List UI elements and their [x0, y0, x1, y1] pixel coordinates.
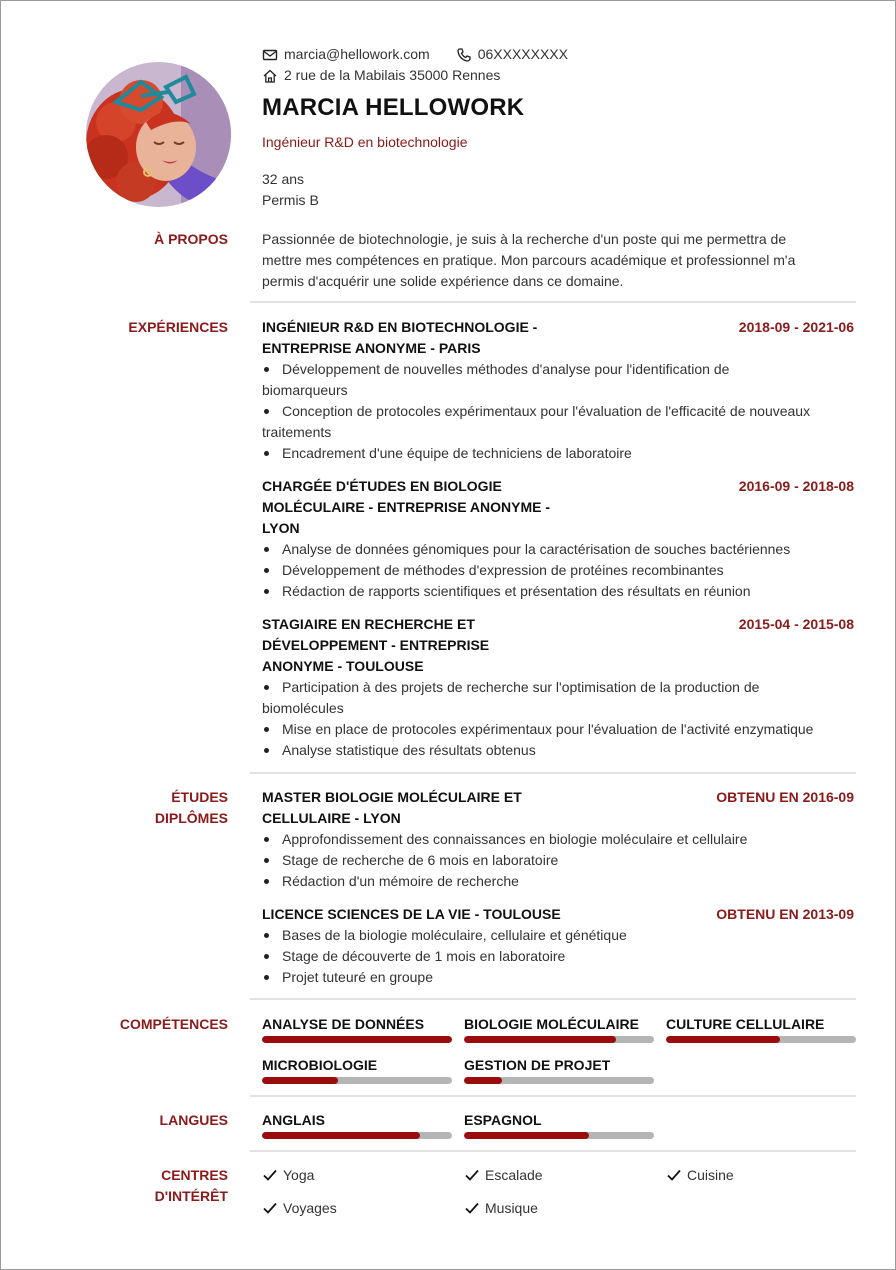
experience-title-line: ANONYME - TOULOUSE [262, 658, 424, 674]
skill-name: MICROBIOLOGIE [262, 1057, 378, 1073]
language-item [464, 1110, 654, 1139]
language-level-bar [464, 1132, 654, 1139]
interest-item [464, 1165, 543, 1185]
section-divider [250, 1095, 856, 1097]
interest-item [262, 1198, 337, 1218]
skill-level-bar [666, 1036, 856, 1043]
experience-date: 2016-09 - 2018-08 [738, 478, 854, 494]
section-label-line: D'INTÉRÊT [154, 1188, 228, 1204]
section-divider [250, 301, 856, 303]
phone-number[interactable]: 06XXXXXXXX [477, 46, 568, 62]
skill-name: ANALYSE DE DONNÉES [262, 1016, 425, 1032]
section-label-experience: EXPÉRIENCES [128, 319, 228, 335]
section-label-education [155, 787, 228, 829]
bullet-item: Développement de nouvelles méthodes d'analyse pour l'identification de biomarqueurs [262, 359, 856, 401]
avatar [86, 62, 231, 207]
bullet-item: Mise en place de protocoles expérimentaux pour l'évaluation de l'activité enzymatique [262, 719, 856, 740]
interest-label: Escalade [485, 1167, 543, 1183]
email-link[interactable]: marcia@hellowork.com [284, 46, 430, 62]
bullet-item: Rédaction de rapports scientifiques et présentation des résultats en réunion [262, 581, 856, 602]
education-date: OBTENU EN 2016-09 [716, 789, 854, 805]
language-level-fill [262, 1132, 420, 1139]
experience-bullets [262, 677, 856, 761]
skill-level-bar [464, 1077, 654, 1084]
bullet-item: Projet tuteuré en groupe [262, 967, 856, 988]
experience-date: 2015-04 - 2015-08 [738, 616, 854, 632]
skill-item [464, 1014, 654, 1043]
about-line: mettre mes compétences en pratique. Mon parcours académique et professionnel m'a [262, 252, 796, 268]
bullet-item: Approfondissement des connaissances en biologie moléculaire et cellulaire [262, 829, 856, 850]
avatar-illustration [86, 62, 231, 207]
language-item [262, 1110, 452, 1139]
about-line: Passionnée de biotechnologie, je suis à la recherche d'un poste qui me permettra de [262, 231, 787, 247]
section-divider [250, 1150, 856, 1152]
age-text: 32 ans [262, 171, 305, 187]
bullet-item: Rédaction d'un mémoire de recherche [262, 871, 856, 892]
phone-icon [456, 47, 472, 63]
contact-block [262, 44, 568, 86]
education-bullets [262, 925, 856, 988]
experience-title [262, 317, 537, 359]
about-paragraph [262, 229, 856, 292]
bullet-item: Stage de découverte de 1 mois en laboratoire [262, 946, 856, 967]
check-icon [666, 1167, 682, 1183]
skill-level-fill [262, 1036, 452, 1043]
interest-label: Yoga [283, 1167, 315, 1183]
experience-bullets [262, 539, 856, 602]
contact-row-email-phone [262, 44, 568, 65]
bullet-item: Encadrement d'une équipe de techniciens de laboratoire [262, 443, 856, 464]
education-date: OBTENU EN 2013-09 [716, 906, 854, 922]
address-text: 2 rue de la Mabilais 35000 Rennes [284, 67, 501, 83]
experience-title-line: CHARGÉE D'ÉTUDES EN BIOLOGIE [262, 478, 502, 494]
section-divider [250, 998, 856, 1000]
experience-title-line: DÉVELOPPEMENT - ENTREPRISE [262, 637, 490, 653]
bullet-item: Développement de méthodes d'expression de protéines recombinantes [262, 560, 856, 581]
bullet-item: Stage de recherche de 6 mois en laboratoire [262, 850, 856, 871]
check-icon [464, 1200, 480, 1216]
experience-title-line: LYON [262, 520, 300, 536]
bullet-item: Bases de la biologie moléculaire, cellulaire et génétique [262, 925, 856, 946]
candidate-name: MARCIA HELLOWORK [262, 94, 525, 121]
education-title-line: LICENCE SCIENCES DE LA VIE - TOULOUSE [262, 906, 561, 922]
experience-title-line: ENTREPRISE ANONYME - PARIS [262, 340, 481, 356]
experience-title [262, 614, 489, 677]
interest-label: Cuisine [687, 1167, 734, 1183]
section-label-line: CENTRES [161, 1167, 228, 1183]
education-title-line: MASTER BIOLOGIE MOLÉCULAIRE ET [262, 789, 522, 805]
skill-level-fill [464, 1036, 616, 1043]
bullet-item: Participation à des projets de recherche sur l'optimisation de la production de biomolécules [262, 677, 856, 719]
skill-name: BIOLOGIE MOLÉCULAIRE [464, 1016, 639, 1032]
skill-level-bar [262, 1077, 452, 1084]
interest-item [464, 1198, 538, 1218]
skill-item [666, 1014, 856, 1043]
interest-item [666, 1165, 734, 1185]
skill-name: GESTION DE PROJET [464, 1057, 611, 1073]
section-label-languages: LANGUES [159, 1112, 228, 1128]
section-divider [250, 772, 856, 774]
contact-row-address [262, 65, 568, 86]
check-icon [262, 1200, 278, 1216]
skill-item [262, 1014, 452, 1043]
language-name: ANGLAIS [262, 1112, 325, 1128]
skill-level-fill [666, 1036, 780, 1043]
education-title-line: CELLULAIRE - LYON [262, 810, 401, 826]
education-bullets [262, 829, 856, 892]
section-label-line: ÉTUDES [171, 789, 228, 805]
interest-label: Voyages [283, 1200, 337, 1216]
section-label-skills: COMPÉTENCES [119, 1016, 228, 1032]
experience-title-line: INGÉNIEUR R&D EN BIOTECHNOLOGIE - [262, 319, 538, 335]
language-level-bar [262, 1132, 452, 1139]
section-label-line: DIPLÔMES [154, 810, 228, 826]
language-name: ESPAGNOL [464, 1112, 542, 1128]
section-label-interests [155, 1165, 228, 1207]
skill-level-fill [262, 1077, 338, 1084]
education-title [262, 787, 522, 829]
language-level-fill [464, 1132, 589, 1139]
bullet-item: Analyse statistique des résultats obtenus [262, 740, 856, 761]
job-title: Ingénieur R&D en biotechnologie [262, 134, 468, 150]
skill-level-bar [262, 1036, 452, 1043]
bullet-item: Conception de protocoles expérimentaux pour l'évaluation de l'efficacité de nouveaux traitements [262, 401, 856, 443]
experience-title-line: STAGIAIRE EN RECHERCHE ET [262, 616, 475, 632]
skill-level-bar [464, 1036, 654, 1043]
experience-title-line: MOLÉCULAIRE - ENTREPRISE ANONYME - [262, 499, 551, 515]
interest-label: Musique [485, 1200, 538, 1216]
section-label-about: À PROPOS [154, 231, 228, 247]
skill-name: CULTURE CELLULAIRE [666, 1016, 825, 1032]
bullet-item: Analyse de données génomiques pour la caractérisation de souches bactériennes [262, 539, 856, 560]
experience-bullets [262, 359, 856, 464]
envelope-icon [262, 47, 278, 63]
check-icon [464, 1167, 480, 1183]
experience-title [262, 476, 550, 539]
skill-item [464, 1055, 654, 1084]
education-title [262, 904, 561, 925]
about-line: permis d'acquérir une solide expérience dans ce domaine. [262, 273, 624, 289]
check-icon [262, 1167, 278, 1183]
skill-item [262, 1055, 452, 1084]
experience-date: 2018-09 - 2021-06 [738, 319, 854, 335]
license-text: Permis B [262, 192, 319, 208]
interest-item [262, 1165, 314, 1185]
home-icon [262, 68, 278, 84]
skill-level-fill [464, 1077, 502, 1084]
